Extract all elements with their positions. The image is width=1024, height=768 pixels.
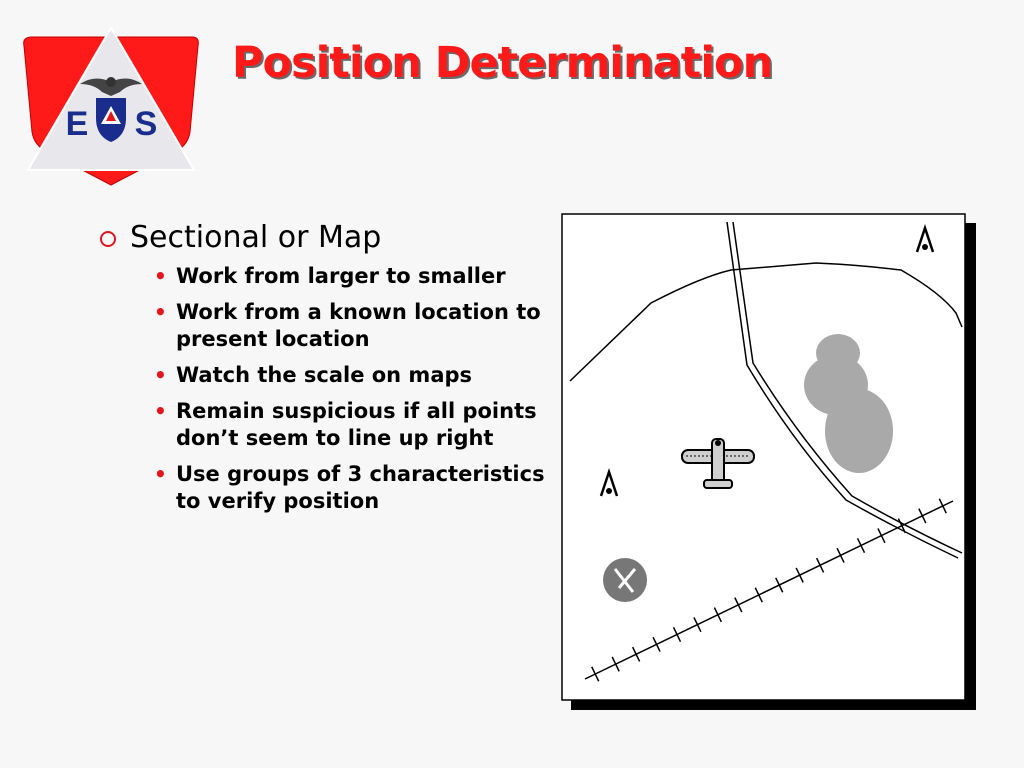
bullet-dot-icon: • <box>154 363 167 387</box>
sub-bullet <box>154 461 550 515</box>
sub-bullet-list <box>100 263 550 515</box>
hollow-bullet-icon <box>100 231 116 247</box>
sub-bullet <box>154 263 550 290</box>
sub-bullet <box>154 299 550 353</box>
airport-icon <box>603 558 647 602</box>
sub-bullet-text: Remain suspicious if all points don’t seem to line up right <box>176 399 537 450</box>
logo-letter-e: E <box>65 105 89 143</box>
sub-bullet-text: Work from a known location to present location <box>176 300 541 351</box>
map-frame <box>562 214 965 700</box>
bullet-dot-icon: • <box>154 462 167 486</box>
sub-bullet-text: Watch the scale on maps <box>176 363 473 387</box>
bullet-list <box>100 220 550 524</box>
main-bullet <box>100 220 550 255</box>
bullet-dot-icon: • <box>154 300 167 324</box>
sub-bullet <box>154 362 550 389</box>
sub-bullet-text: Work from larger to smaller <box>176 264 506 288</box>
sub-bullet-text: Use groups of 3 characteristics to verify position <box>176 462 545 513</box>
sub-bullet <box>154 398 550 452</box>
bullet-dot-icon: • <box>154 264 167 288</box>
main-bullet-text: Sectional or Map <box>130 220 382 255</box>
logo-letter-s: S <box>134 105 158 143</box>
es-logo <box>20 22 202 187</box>
slide-title: Position Determination <box>232 38 773 88</box>
sectional-map <box>561 213 976 713</box>
bullet-dot-icon: • <box>154 399 167 423</box>
